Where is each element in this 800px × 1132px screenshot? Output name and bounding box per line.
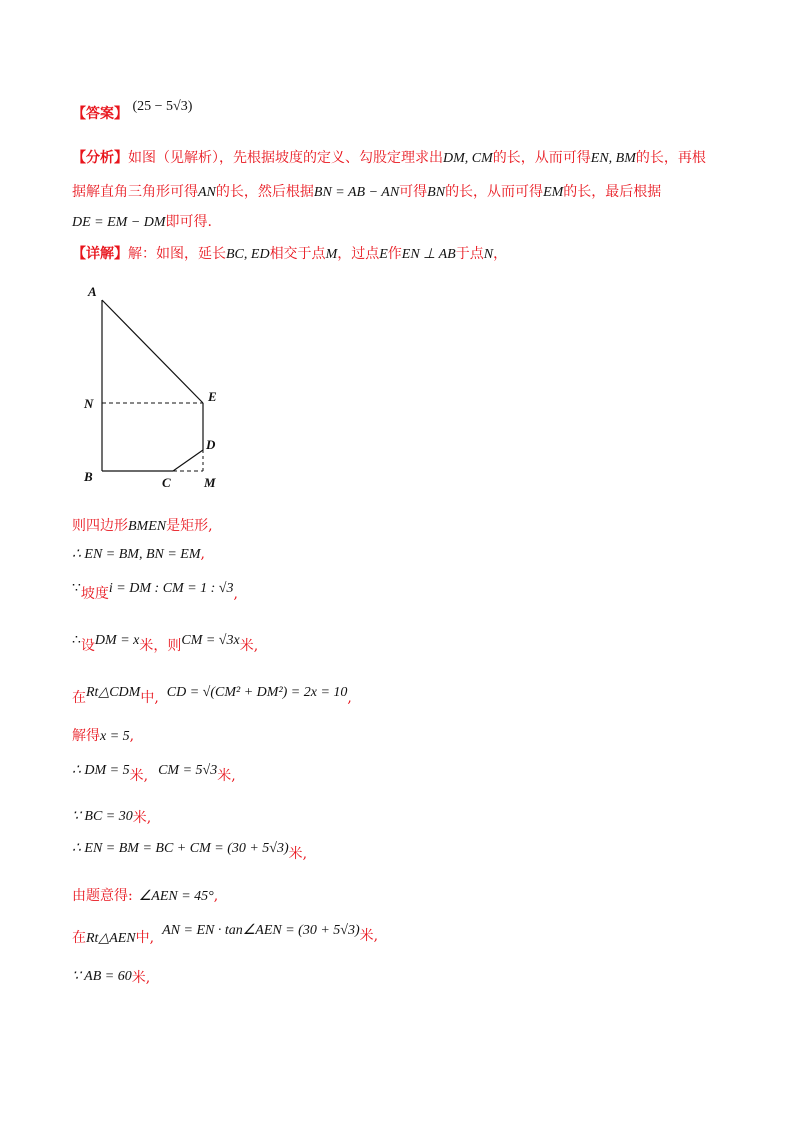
step-9 — [72, 838, 308, 862]
detail-text: 相交于点 — [269, 246, 326, 262]
step-text: 是矩形, — [166, 518, 213, 534]
label-N: N — [84, 396, 94, 411]
step-text: , — [213, 888, 219, 904]
step-math: BMEN — [128, 519, 167, 534]
step-8 — [72, 806, 151, 827]
step-1 — [72, 516, 213, 537]
analysis-text: 即可得. — [165, 214, 212, 230]
label-M: M — [204, 475, 216, 490]
analysis-line-3 — [72, 212, 212, 233]
step-math: AN = EN · tan∠AEN = (30 + 5√3) — [162, 923, 360, 938]
step-text: , — [347, 690, 352, 706]
analysis-text: 的长，从而可得 — [492, 150, 591, 166]
analysis-text: 如图（见解析），先根据坡度的定义、勾股定理求出 — [128, 150, 443, 166]
step-math: ∴ — [72, 633, 81, 648]
analysis-line-2 — [72, 182, 661, 203]
step-text: 坡度 — [80, 586, 109, 602]
detail-text: 解：如图，延长 — [128, 246, 226, 262]
answer-line — [72, 99, 193, 125]
detail-line — [72, 244, 507, 265]
step-text: 解得 — [72, 728, 100, 744]
step-math: CD = √(CM² + DM²) = 2x = 10 — [166, 685, 348, 700]
detail-text: ， — [493, 246, 508, 262]
label-A: A — [88, 284, 97, 299]
step-math: CM = 5√3 — [158, 763, 218, 778]
step-text: 米, — [217, 768, 236, 784]
step-text: 在 — [72, 690, 86, 706]
detail-text: 于点 — [455, 246, 484, 262]
step-math: DM = x — [94, 633, 140, 648]
step-math: ∴ EN = BM = BC + CM = (30 + 5√3) — [72, 841, 289, 856]
analysis-math: BN = AB − AN — [313, 185, 400, 200]
step-11 — [72, 920, 379, 946]
detail-text: ，过点 — [337, 246, 380, 262]
step-text: 设 — [80, 638, 95, 654]
step-math: CM = √3x — [181, 633, 240, 648]
detail-label: 【详解】 — [72, 246, 128, 262]
geometry-diagram — [80, 280, 240, 495]
step-text: , — [129, 728, 135, 744]
step-5 — [72, 682, 352, 706]
step-text: 米, — [288, 846, 308, 862]
analysis-text: 的长，从而可得 — [445, 184, 544, 200]
detail-math: E — [379, 247, 388, 262]
analysis-math: AN — [198, 185, 216, 200]
analysis-text: 的长，最后根据 — [563, 184, 662, 200]
step-text: , — [233, 586, 238, 602]
step-10 — [72, 886, 218, 907]
analysis-line-1 — [72, 148, 706, 169]
step-math: ∴ DM = 5 — [72, 763, 130, 778]
step-6 — [72, 726, 134, 747]
step-text: 米, — [239, 638, 259, 654]
step-7 — [72, 760, 236, 784]
step-text: 米, — [131, 970, 151, 986]
answer-expression: (25 − 5√3) — [132, 99, 193, 114]
step-math: ∵ AB = 60 — [72, 969, 132, 984]
step-2 — [72, 544, 205, 565]
step-text: 米, — [132, 810, 152, 826]
detail-math: BC, ED — [226, 247, 270, 262]
analysis-math: EM — [543, 185, 564, 200]
detail-math: EN ⊥ AB — [401, 247, 456, 262]
analysis-math: DE = EM − DM — [72, 215, 166, 230]
step-math: x = 5 — [100, 729, 130, 744]
step-text: 米，则 — [139, 638, 182, 654]
step-12 — [72, 966, 150, 987]
answer-label: 【答案】 — [72, 106, 128, 122]
step-math: ∠AEN = 45° — [138, 889, 214, 904]
analysis-label: 【分析】 — [72, 150, 128, 166]
label-C: C — [162, 475, 171, 490]
analysis-text: 的长，然后根据 — [215, 184, 314, 200]
step-4 — [72, 630, 259, 654]
step-text: 在 — [72, 930, 86, 946]
step-text: , — [200, 546, 205, 562]
detail-text: 作 — [387, 246, 402, 262]
step-3 — [72, 578, 238, 602]
analysis-text: 据解直角三角形可得 — [72, 184, 198, 200]
step-text: 米, — [129, 768, 149, 784]
analysis-math: BN — [427, 185, 446, 200]
step-text: 米, — [359, 928, 379, 944]
segment-AE — [102, 300, 203, 403]
step-math: Rt△AEN — [86, 931, 136, 946]
label-D: D — [206, 437, 216, 452]
step-math: i = DM : CM = 1 : √3 — [108, 581, 234, 596]
segment-DC — [173, 450, 203, 471]
step-math: Rt△CDM — [86, 685, 141, 700]
analysis-text: 的长，再根 — [635, 150, 706, 166]
step-text: 由题意得: — [72, 888, 133, 904]
detail-math: N — [483, 247, 494, 262]
label-B: B — [84, 469, 93, 484]
step-math: ∵ — [72, 581, 81, 596]
step-math: ∵ BC = 30 — [72, 809, 133, 824]
analysis-text: 可得 — [399, 184, 428, 200]
detail-math: M — [325, 247, 338, 262]
label-E: E — [208, 389, 217, 404]
step-text: 则四边形 — [72, 518, 128, 534]
step-math: ∴ EN = BM, BN = EM — [72, 547, 201, 562]
analysis-math: DM, CM — [443, 151, 493, 166]
analysis-math: EN, BM — [590, 151, 636, 166]
step-text: 中, — [140, 690, 159, 706]
step-text: 中, — [135, 930, 155, 946]
